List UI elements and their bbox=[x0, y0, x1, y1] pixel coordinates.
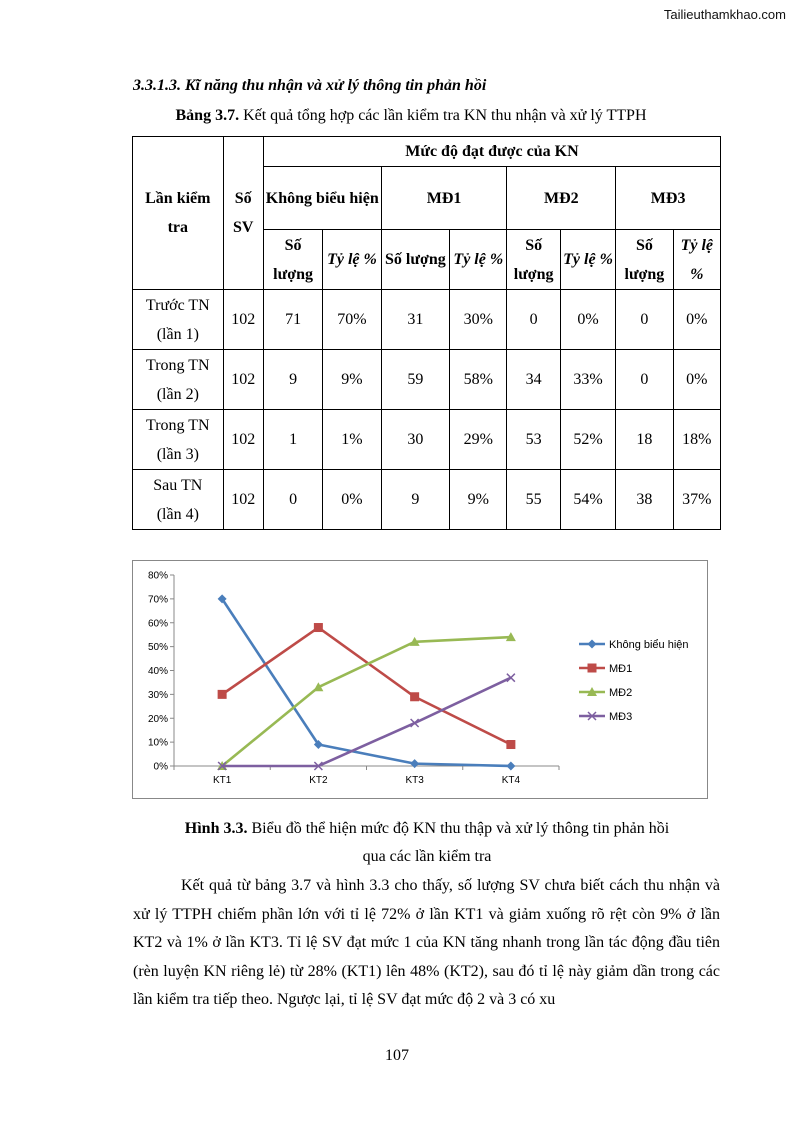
sub-count: Số lượng bbox=[263, 230, 322, 290]
y-tick-label: 30% bbox=[147, 689, 168, 701]
figure-caption-label: Hình 3.3. bbox=[184, 820, 248, 837]
cell-rate: 1% bbox=[323, 410, 381, 470]
table-caption bbox=[0, 107, 794, 125]
table-row bbox=[133, 470, 721, 530]
data-point bbox=[410, 759, 419, 768]
row-label: Trong TN (lần 2) bbox=[133, 350, 224, 410]
data-point bbox=[218, 690, 227, 699]
cell-rate: 0% bbox=[673, 350, 720, 410]
sub-count: Số lượng bbox=[616, 230, 673, 290]
header-times: Lần kiểm tra bbox=[133, 137, 224, 290]
row-students: 102 bbox=[223, 410, 263, 470]
row-label: Sau TN (lần 4) bbox=[133, 470, 224, 530]
y-tick-label: 60% bbox=[147, 618, 168, 630]
cell-rate: 33% bbox=[560, 350, 615, 410]
cell-rate: 54% bbox=[560, 470, 615, 530]
row-students: 102 bbox=[223, 290, 263, 350]
cell-rate: 0% bbox=[560, 290, 615, 350]
cell-count: 9 bbox=[381, 470, 449, 530]
y-tick-label: 20% bbox=[147, 713, 168, 725]
cell-rate: 29% bbox=[450, 410, 507, 470]
header-students: Số SV bbox=[223, 137, 263, 290]
legend-label: MĐ2 bbox=[609, 687, 633, 699]
cell-count: 0 bbox=[507, 290, 560, 350]
row-label: Trong TN (lần 3) bbox=[133, 410, 224, 470]
header-group-2: MĐ2 bbox=[507, 167, 616, 230]
cell-count: 53 bbox=[507, 410, 560, 470]
figure-caption bbox=[0, 815, 794, 871]
line-chart bbox=[132, 560, 708, 799]
table-row bbox=[133, 410, 721, 470]
data-point bbox=[314, 623, 323, 632]
cell-count: 38 bbox=[616, 470, 673, 530]
legend-marker bbox=[588, 640, 597, 649]
table-row bbox=[133, 350, 721, 410]
section-heading: 3.3.1.3. Kĩ năng thu nhận và xử lý thông tin phản hồi bbox=[133, 77, 487, 94]
header-level-group: Mức độ đạt được của KN bbox=[263, 137, 720, 167]
x-tick-label: KT2 bbox=[309, 775, 328, 786]
cell-count: 9 bbox=[263, 350, 322, 410]
body-paragraph: Kết quả từ bảng 3.7 và hình 3.3 cho thấy, số lượng SV chưa biết cách thu nhận và xử lý TTPH chiếm phần lớn với tỉ lệ 72% ở lần KT1 và giảm xuống rõ rệt còn 9% ở lần KT2 và 1% ở lần KT3. Tỉ lệ SV đạt mức 1 của KN tăng nhanh trong lần tác động đầu tiên (rèn luyện KN riêng lẻ) từ 28% (KT1) lên 48% (KT2), sau đó tỉ lệ này giảm dần trong các lần kiểm tra tiếp theo. Ngược lại, tỉ lệ SV đạt mức độ 2 và 3 có xu bbox=[133, 877, 720, 1009]
cell-rate: 52% bbox=[560, 410, 615, 470]
sub-count: Số lượng bbox=[507, 230, 560, 290]
header-group-3: MĐ3 bbox=[616, 167, 721, 230]
cell-rate: 9% bbox=[450, 470, 507, 530]
header-group-0: Không biểu hiện bbox=[263, 167, 381, 230]
cell-rate: 30% bbox=[450, 290, 507, 350]
y-tick-label: 70% bbox=[147, 594, 168, 606]
chart-svg bbox=[133, 561, 707, 798]
cell-count: 71 bbox=[263, 290, 322, 350]
table-caption-text: Kết quả tổng hợp các lần kiểm tra KN thu nhận và xử lý TTPH bbox=[239, 107, 647, 124]
series-line-2 bbox=[222, 637, 511, 766]
x-tick-label: KT3 bbox=[405, 775, 424, 786]
y-tick-label: 10% bbox=[147, 737, 168, 749]
cell-count: 55 bbox=[507, 470, 560, 530]
data-point bbox=[506, 762, 515, 771]
row-students: 102 bbox=[223, 350, 263, 410]
cell-count: 34 bbox=[507, 350, 560, 410]
cell-rate: 70% bbox=[323, 290, 381, 350]
legend-label: MĐ1 bbox=[609, 663, 633, 675]
data-point bbox=[506, 740, 515, 749]
sub-rate: Tỷ lệ % bbox=[673, 230, 720, 290]
y-tick-label: 0% bbox=[153, 761, 168, 773]
page-number: 107 bbox=[385, 1047, 409, 1064]
cell-rate: 0% bbox=[673, 290, 720, 350]
y-tick-label: 50% bbox=[147, 642, 168, 654]
cell-rate: 9% bbox=[323, 350, 381, 410]
sub-count: Số lượng bbox=[381, 230, 449, 290]
cell-rate: 37% bbox=[673, 470, 720, 530]
y-tick-label: 80% bbox=[147, 570, 168, 582]
cell-rate: 0% bbox=[323, 470, 381, 530]
table-caption-label: Bảng 3.7. bbox=[175, 107, 240, 124]
cell-rate: 18% bbox=[673, 410, 720, 470]
cell-count: 31 bbox=[381, 290, 449, 350]
row-students: 102 bbox=[223, 470, 263, 530]
cell-count: 0 bbox=[616, 290, 673, 350]
figure-caption-line2: qua các lần kiểm tra bbox=[362, 848, 492, 865]
legend-label: Không biểu hiện bbox=[609, 639, 689, 651]
cell-count: 1 bbox=[263, 410, 322, 470]
data-point bbox=[410, 692, 419, 701]
legend-label: MĐ3 bbox=[609, 711, 633, 723]
watermark: Tailieuthamkhao.com bbox=[663, 7, 786, 22]
series-line-1 bbox=[222, 628, 511, 745]
cell-count: 0 bbox=[263, 470, 322, 530]
x-tick-label: KT1 bbox=[212, 775, 232, 786]
legend-marker bbox=[588, 664, 597, 673]
cell-count: 30 bbox=[381, 410, 449, 470]
sub-rate: Tỷ lệ % bbox=[560, 230, 615, 290]
table-row bbox=[133, 290, 721, 350]
row-label: Trước TN (lần 1) bbox=[133, 290, 224, 350]
sub-rate: Tỷ lệ % bbox=[323, 230, 381, 290]
x-tick-label: KT4 bbox=[501, 775, 521, 786]
cell-count: 0 bbox=[616, 350, 673, 410]
series-line-0 bbox=[222, 599, 511, 766]
header-group-1: MĐ1 bbox=[381, 167, 507, 230]
results-table bbox=[132, 136, 721, 530]
cell-count: 18 bbox=[616, 410, 673, 470]
cell-count: 59 bbox=[381, 350, 449, 410]
figure-caption-line1: Biểu đồ thể hiện mức độ KN thu thập và xử lý thông tin phản hồi bbox=[247, 820, 670, 837]
y-tick-label: 40% bbox=[147, 666, 168, 677]
sub-rate: Tỷ lệ % bbox=[450, 230, 507, 290]
cell-rate: 58% bbox=[450, 350, 507, 410]
